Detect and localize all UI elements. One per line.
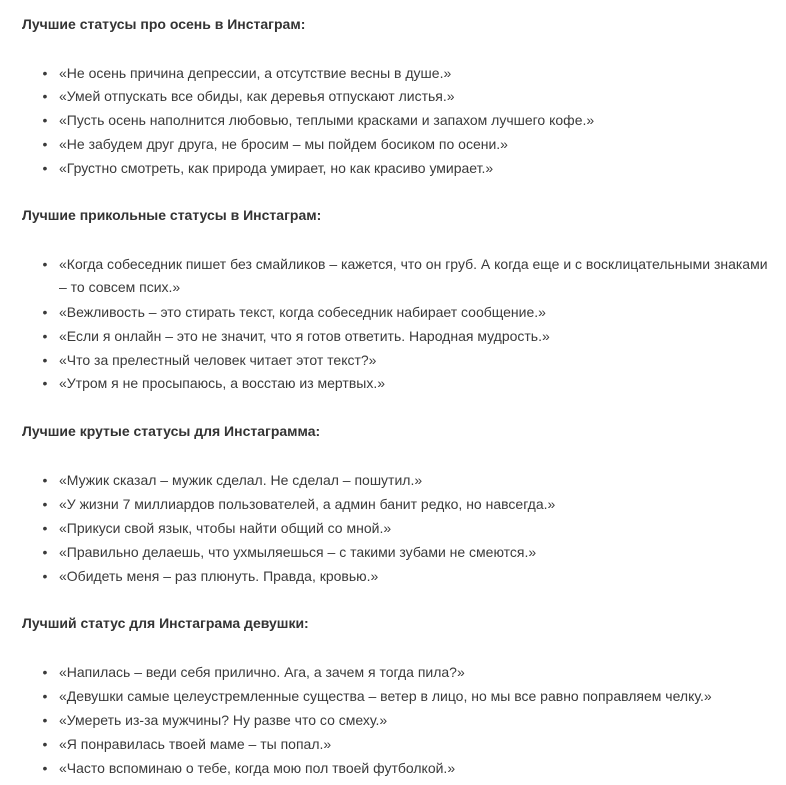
list-item: «Не осень причина депрессии, а отсутствие весны в душе.» [59,65,452,81]
bullet: • [42,688,48,704]
list-item: «Правильно делаешь, что ухмыляешься – с такими зубами не смеются.» [59,544,537,560]
bullet: • [42,88,48,104]
list-item: «Когда собеседник пишет без смайликов – кажется, что он груб. А когда еще и с восклицательными знаками – то совсем псих.» [59,256,768,295]
section-heading: Лучшие крутые статусы для Инстаграмма: [22,423,321,439]
list-item: «Обидеть меня – раз плюнуть. Правда, кровью.» [59,568,379,584]
bullet: • [42,304,48,320]
bullet: • [42,112,48,128]
section-heading: Лучшие статусы про осень в Инстаграм: [22,16,306,32]
list-item: «Мужик сказал – мужик сделал. Не сделал – пошутил.» [59,472,423,488]
section-heading: Лучшие прикольные статусы в Инстаграм: [22,207,322,223]
bullet: • [42,568,48,584]
bullet: • [42,760,48,776]
list-item: «У жизни 7 миллиардов пользователей, а админ банит редко, но навсегда.» [59,496,556,512]
list-item: «Пусть осень наполнится любовью, теплыми красками и запахом лучшего кофе.» [59,112,595,128]
bullet: • [42,712,48,728]
bullet: • [42,375,48,391]
list-item: «Утром я не просыпаюсь, а восстаю из мертвых.» [59,375,385,391]
list-item: «Если я онлайн – это не значит, что я готов ответить. Народная мудрость.» [59,328,550,344]
list-item: «Умей отпускать все обиды, как деревья отпускают листья.» [59,88,455,104]
list-item: «Вежливость – это стирать текст, когда собеседник набирает сообщение.» [59,304,546,320]
bullet: • [42,328,48,344]
list-item: «Грустно смотреть, как природа умирает, но как красиво умирает.» [59,160,494,176]
list-item: «Прикуси свой язык, чтобы найти общий со мной.» [59,520,392,536]
bullet: • [42,496,48,512]
bullet: • [42,520,48,536]
bullet: • [42,472,48,488]
list-item: «Что за прелестный человек читает этот текст?» [59,352,377,368]
list-item: «Напилась – веди себя прилично. Ага, а зачем я тогда пила?» [59,664,465,680]
list-item: «Я понравилась твоей маме – ты попал.» [59,736,332,752]
bullet: • [42,136,48,152]
list-item: «Часто вспоминаю о тебе, когда мою пол твоей футболкой.» [59,760,456,776]
bullet: • [42,352,48,368]
list-item: «Не забудем друг друга, не бросим – мы пойдем босиком по осени.» [59,136,508,152]
list-item: «Умереть из-за мужчины? Ну разве что со смеху.» [59,712,388,728]
section-heading: Лучший статус для Инстаграма девушки: [22,615,309,631]
bullet: • [42,160,48,176]
bullet: • [42,256,48,272]
bullet: • [42,736,48,752]
bullet: • [42,664,48,680]
bullet: • [42,65,48,81]
list-item: «Девушки самые целеустремленные существа – ветер в лицо, но мы все равно поправляем челку.» [59,688,712,704]
bullet: • [42,544,48,560]
